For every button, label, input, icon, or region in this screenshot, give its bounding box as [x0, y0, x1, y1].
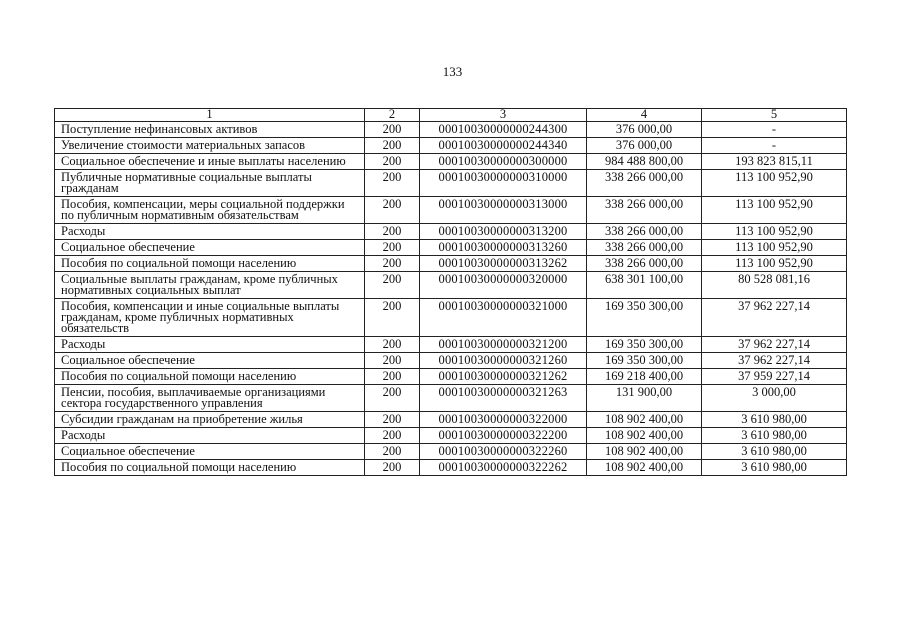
row-code: 200: [365, 460, 420, 476]
row-fact-amount: 113 100 952,90: [702, 240, 847, 256]
row-code: 200: [365, 353, 420, 369]
table-row: [55, 369, 847, 385]
row-code: 200: [365, 412, 420, 428]
row-code: 200: [365, 428, 420, 444]
table-row: [55, 385, 847, 412]
row-name: Социальное обеспечение: [55, 353, 365, 369]
row-kbk: 00010030000000310000: [420, 170, 587, 197]
row-plan-amount: 131 900,00: [587, 385, 702, 412]
row-code: 200: [365, 224, 420, 240]
row-name: Расходы: [55, 224, 365, 240]
header-col-5: 5: [702, 109, 847, 122]
row-kbk: 00010030000000244340: [420, 138, 587, 154]
row-fact-amount: 37 959 227,14: [702, 369, 847, 385]
row-name: Пенсии, пособия, выплачиваемые организациями сектора государственного управления: [55, 385, 365, 412]
row-plan-amount: 108 902 400,00: [587, 460, 702, 476]
row-fact-amount: -: [702, 122, 847, 138]
row-plan-amount: 376 000,00: [587, 122, 702, 138]
row-name: Пособия по социальной помощи населению: [55, 369, 365, 385]
table-row: [55, 299, 847, 337]
row-plan-amount: 169 350 300,00: [587, 299, 702, 337]
budget-table: [54, 108, 847, 476]
row-kbk: 00010030000000313200: [420, 224, 587, 240]
row-name: Социальное обеспечение: [55, 444, 365, 460]
table-row: [55, 154, 847, 170]
row-code: 200: [365, 138, 420, 154]
row-plan-amount: 108 902 400,00: [587, 428, 702, 444]
row-plan-amount: 108 902 400,00: [587, 444, 702, 460]
header-row: [55, 109, 847, 122]
row-fact-amount: 113 100 952,90: [702, 256, 847, 272]
row-fact-amount: -: [702, 138, 847, 154]
row-name: Социальные выплаты гражданам, кроме публичных нормативных социальных выплат: [55, 272, 365, 299]
header-col-4: 4: [587, 109, 702, 122]
row-name: Пособия, компенсации и иные социальные выплаты гражданам, кроме публичных нормативных обязательств: [55, 299, 365, 337]
row-kbk: 00010030000000321200: [420, 337, 587, 353]
row-plan-amount: 338 266 000,00: [587, 170, 702, 197]
row-name: Увеличение стоимости материальных запасов: [55, 138, 365, 154]
row-plan-amount: 338 266 000,00: [587, 256, 702, 272]
row-kbk: 00010030000000322262: [420, 460, 587, 476]
row-code: 200: [365, 369, 420, 385]
table-row: [55, 170, 847, 197]
row-kbk: 00010030000000321263: [420, 385, 587, 412]
row-code: 200: [365, 337, 420, 353]
table-body: [55, 122, 847, 476]
row-plan-amount: 169 350 300,00: [587, 353, 702, 369]
row-kbk: 00010030000000320000: [420, 272, 587, 299]
table-row: [55, 197, 847, 224]
row-code: 200: [365, 170, 420, 197]
row-fact-amount: 37 962 227,14: [702, 337, 847, 353]
row-code: 200: [365, 122, 420, 138]
table-row: [55, 428, 847, 444]
header-col-3: 3: [420, 109, 587, 122]
row-fact-amount: 3 610 980,00: [702, 444, 847, 460]
row-plan-amount: 984 488 800,00: [587, 154, 702, 170]
row-fact-amount: 3 610 980,00: [702, 460, 847, 476]
row-plan-amount: 338 266 000,00: [587, 240, 702, 256]
row-fact-amount: 37 962 227,14: [702, 353, 847, 369]
row-name: Субсидии гражданам на приобретение жилья: [55, 412, 365, 428]
row-plan-amount: 108 902 400,00: [587, 412, 702, 428]
row-name: Пособия по социальной помощи населению: [55, 460, 365, 476]
page-number: 133: [442, 64, 463, 79]
row-plan-amount: 376 000,00: [587, 138, 702, 154]
table-row: [55, 256, 847, 272]
table-row: [55, 122, 847, 138]
table-row: [55, 272, 847, 299]
row-kbk: 00010030000000322200: [420, 428, 587, 444]
row-name: Публичные нормативные социальные выплаты гражданам: [55, 170, 365, 197]
row-plan-amount: 638 301 100,00: [587, 272, 702, 299]
row-plan-amount: 169 350 300,00: [587, 337, 702, 353]
row-code: 200: [365, 154, 420, 170]
table-row: [55, 138, 847, 154]
row-fact-amount: 3 000,00: [702, 385, 847, 412]
row-code: 200: [365, 385, 420, 412]
row-fact-amount: 3 610 980,00: [702, 412, 847, 428]
row-code: 200: [365, 299, 420, 337]
table-row: [55, 353, 847, 369]
table-row: [55, 240, 847, 256]
row-kbk: 00010030000000313260: [420, 240, 587, 256]
row-name: Пособия по социальной помощи населению: [55, 256, 365, 272]
row-fact-amount: 113 100 952,90: [702, 197, 847, 224]
row-kbk: 00010030000000322260: [420, 444, 587, 460]
table-row: [55, 337, 847, 353]
row-kbk: 00010030000000313262: [420, 256, 587, 272]
row-kbk: 00010030000000321262: [420, 369, 587, 385]
row-code: 200: [365, 197, 420, 224]
row-name: Социальное обеспечение: [55, 240, 365, 256]
header-col-1: 1: [55, 109, 365, 122]
row-fact-amount: 113 100 952,90: [702, 224, 847, 240]
table-row: [55, 460, 847, 476]
row-fact-amount: 37 962 227,14: [702, 299, 847, 337]
row-fact-amount: 3 610 980,00: [702, 428, 847, 444]
row-fact-amount: 193 823 815,11: [702, 154, 847, 170]
row-plan-amount: 338 266 000,00: [587, 224, 702, 240]
row-fact-amount: 113 100 952,90: [702, 170, 847, 197]
row-kbk: 00010030000000313000: [420, 197, 587, 224]
row-plan-amount: 169 218 400,00: [587, 369, 702, 385]
row-code: 200: [365, 256, 420, 272]
table-header: [55, 109, 847, 122]
row-name: Расходы: [55, 337, 365, 353]
row-code: 200: [365, 240, 420, 256]
row-name: Поступление нефинансовых активов: [55, 122, 365, 138]
row-name: Пособия, компенсации, меры социальной поддержки по публичным нормативным обязательствам: [55, 197, 365, 224]
row-code: 200: [365, 272, 420, 299]
header-col-2: 2: [365, 109, 420, 122]
row-kbk: 00010030000000300000: [420, 154, 587, 170]
table-row: [55, 224, 847, 240]
row-kbk: 00010030000000321260: [420, 353, 587, 369]
row-name: Социальное обеспечение и иные выплаты населению: [55, 154, 365, 170]
table-row: [55, 412, 847, 428]
row-plan-amount: 338 266 000,00: [587, 197, 702, 224]
row-name: Расходы: [55, 428, 365, 444]
row-kbk: 00010030000000322000: [420, 412, 587, 428]
row-kbk: 00010030000000321000: [420, 299, 587, 337]
row-code: 200: [365, 444, 420, 460]
row-kbk: 00010030000000244300: [420, 122, 587, 138]
table-row: [55, 444, 847, 460]
row-fact-amount: 80 528 081,16: [702, 272, 847, 299]
